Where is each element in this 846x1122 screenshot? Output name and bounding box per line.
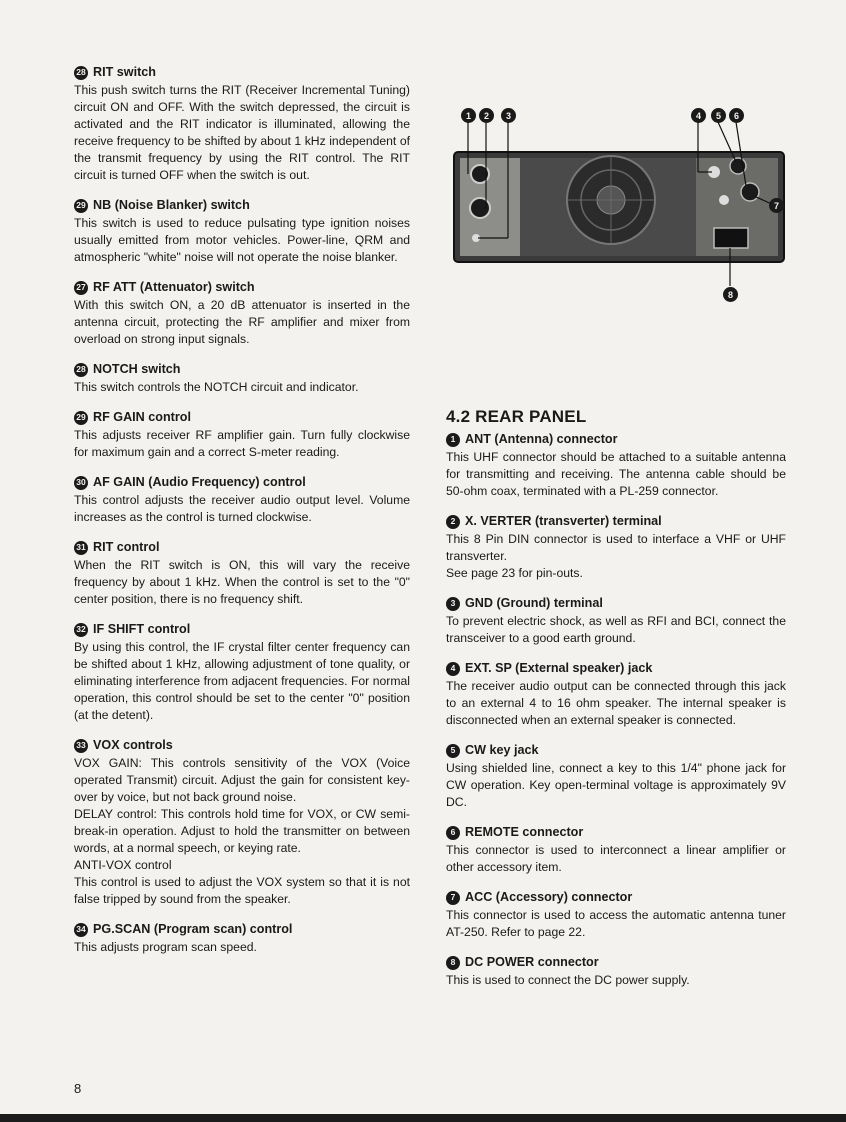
item-title: GND (Ground) terminal	[465, 596, 603, 610]
item-text: Using shielded line, connect a key to this 1/4" phone jack for CW operation. Key open-terminal voltage is approximately 9V DC.	[446, 761, 786, 809]
item-title: NB (Noise Blanker) switch	[93, 198, 250, 212]
item-number: 4	[446, 662, 460, 676]
item-title: ACC (Accessory) connector	[465, 890, 633, 904]
item-text: ANTI-VOX control	[74, 858, 172, 872]
item-text: With this switch ON, a 20 dB attenuator is inserted in the antenna circuit, protecting the RF amplifier and mixer from overload on strong input signals.	[74, 298, 410, 346]
item-notch-switch	[74, 361, 410, 396]
item-text: The receiver audio output can be connected through this jack to an external 4 to 16 ohm speaker. The internal speaker is disconnected when an external speaker is connected.	[446, 679, 786, 727]
item-text: When the RIT switch is ON, this will vary the receive frequency by about 1 kHz. When the control is set to the "0" center position, there is no frequency shift.	[74, 558, 410, 606]
item-number: 5	[446, 744, 460, 758]
item-title: RF ATT (Attenuator) switch	[93, 280, 255, 294]
item-rit-switch	[74, 64, 410, 184]
item-number: 7	[446, 891, 460, 905]
item-number: 3	[446, 597, 460, 611]
item-rf-att-switch	[74, 279, 410, 348]
callout-4: 4	[691, 108, 706, 123]
item-acc-connector	[446, 889, 786, 941]
item-title: EXT. SP (External speaker) jack	[465, 661, 653, 675]
item-title: ANT (Antenna) connector	[465, 432, 618, 446]
item-remote-connector	[446, 824, 786, 876]
page-bottom-edge	[0, 1114, 846, 1122]
callout-1: 1	[461, 108, 476, 123]
callout-6: 6	[729, 108, 744, 123]
item-if-shift-control	[74, 621, 410, 724]
item-number: 29	[74, 411, 88, 425]
item-number: 6	[446, 826, 460, 840]
item-text: This push switch turns the RIT (Receiver Incremental Tuning) circuit ON and OFF. With the switch depressed, the circuit is activated and the RIT indicator is illuminated, allowing the receive frequency to be shifted by about 1 kHz independent of the transmit frequency by using the RIT control. The RIT circuit is turned OFF when the switch is out.	[74, 83, 410, 182]
item-nb-switch	[74, 197, 410, 266]
item-af-gain-control	[74, 474, 410, 526]
item-text: This switch controls the NOTCH circuit and indicator.	[74, 380, 359, 394]
item-title: RF GAIN control	[93, 410, 191, 424]
item-text: This connector is used to access the automatic antenna tuner AT-250. Refer to page 22.	[446, 908, 786, 939]
right-column	[446, 408, 786, 1002]
item-title: AF GAIN (Audio Frequency) control	[93, 475, 306, 489]
item-title: RIT control	[93, 540, 160, 554]
item-number: 30	[74, 476, 88, 490]
item-gnd-terminal	[446, 595, 786, 647]
item-number: 27	[74, 281, 88, 295]
callout-7: 7	[769, 198, 784, 213]
item-text: This UHF connector should be attached to a suitable antenna for transmitting and receiving. The antenna cable should be 50-ohm coax, terminated with a PL-259 connector.	[446, 450, 786, 498]
item-number: 28	[74, 363, 88, 377]
item-number: 32	[74, 623, 88, 637]
item-number: 1	[446, 433, 460, 447]
item-rf-gain-control	[74, 409, 410, 461]
item-text: This adjusts receiver RF amplifier gain. Turn fully clockwise for maximum gain and a correct S-meter reading.	[74, 428, 410, 459]
item-dc-power-connector	[446, 954, 786, 989]
item-text: This control adjusts the receiver audio output level. Volume increases as the control is turned clockwise.	[74, 493, 410, 524]
callout-2: 2	[479, 108, 494, 123]
item-title: IF SHIFT control	[93, 622, 191, 636]
item-number: 29	[74, 199, 88, 213]
item-number: 28	[74, 66, 88, 80]
item-text: This is used to connect the DC power supply.	[446, 973, 690, 987]
item-ant-connector	[446, 431, 786, 500]
item-xverter-terminal	[446, 513, 786, 582]
rear-panel-figure	[446, 100, 786, 310]
item-title: DC POWER connector	[465, 955, 599, 969]
item-pg-scan-control	[74, 921, 410, 956]
item-number: 8	[446, 956, 460, 970]
item-text: This connector is used to interconnect a linear amplifier or other accessory item.	[446, 843, 786, 874]
callout-5: 5	[711, 108, 726, 123]
section-heading: 4.2 REAR PANEL	[446, 407, 587, 426]
item-title: VOX controls	[93, 738, 173, 752]
item-text: This control is used to adjust the VOX system so that it is not false tripped by sound from the speaker.	[74, 875, 410, 906]
item-ext-sp-jack	[446, 660, 786, 729]
item-title: RIT switch	[93, 65, 156, 79]
item-text: To prevent electric shock, as well as RFI and BCI, connect the transceiver to a good earth ground.	[446, 614, 786, 645]
item-number: 2	[446, 515, 460, 529]
item-number: 34	[74, 923, 88, 937]
item-text: See page 23 for pin-outs.	[446, 566, 583, 580]
item-number: 33	[74, 739, 88, 753]
item-text: This switch is used to reduce pulsating type ignition noises usually emitted from motor vehicles. Power-line, QRM and atmospheric "white" noise will not operate the noise blanker.	[74, 216, 410, 264]
item-text: By using this control, the IF crystal filter center frequency can be shifted about 1 kHz, allowing adjustment of tone quality, or eliminating interference from adjacent frequencies. For normal operation, this control should be set to the center "0" position (at the detent).	[74, 640, 410, 722]
item-text: VOX GAIN: This controls sensitivity of the VOX (Voice operated Transmit) circuit. Adjust the gain for consistent key-over by voice, but not back ground noise.	[74, 756, 410, 804]
item-cw-key-jack	[446, 742, 786, 811]
item-title: REMOTE connector	[465, 825, 584, 839]
item-vox-controls	[74, 737, 410, 908]
callout-3: 3	[501, 108, 516, 123]
item-title: X. VERTER (transverter) terminal	[465, 514, 662, 528]
item-text: This adjusts program scan speed.	[74, 940, 257, 954]
item-rit-control	[74, 539, 410, 608]
item-title: PG.SCAN (Program scan) control	[93, 922, 293, 936]
item-title: CW key jack	[465, 743, 539, 757]
item-text: This 8 Pin DIN connector is used to interface a VHF or UHF transverter.	[446, 532, 786, 563]
rear-panel-drawing	[446, 100, 786, 310]
page-number: 8	[74, 1081, 82, 1096]
callout-8: 8	[723, 287, 738, 302]
item-title: NOTCH switch	[93, 362, 181, 376]
item-number: 31	[74, 541, 88, 555]
item-text: DELAY control: This controls hold time for VOX, or CW semi-break-in operation. Adjust to hold the transmitter on between words, at a normal speech, or keying rate.	[74, 807, 410, 855]
left-column	[74, 64, 410, 969]
